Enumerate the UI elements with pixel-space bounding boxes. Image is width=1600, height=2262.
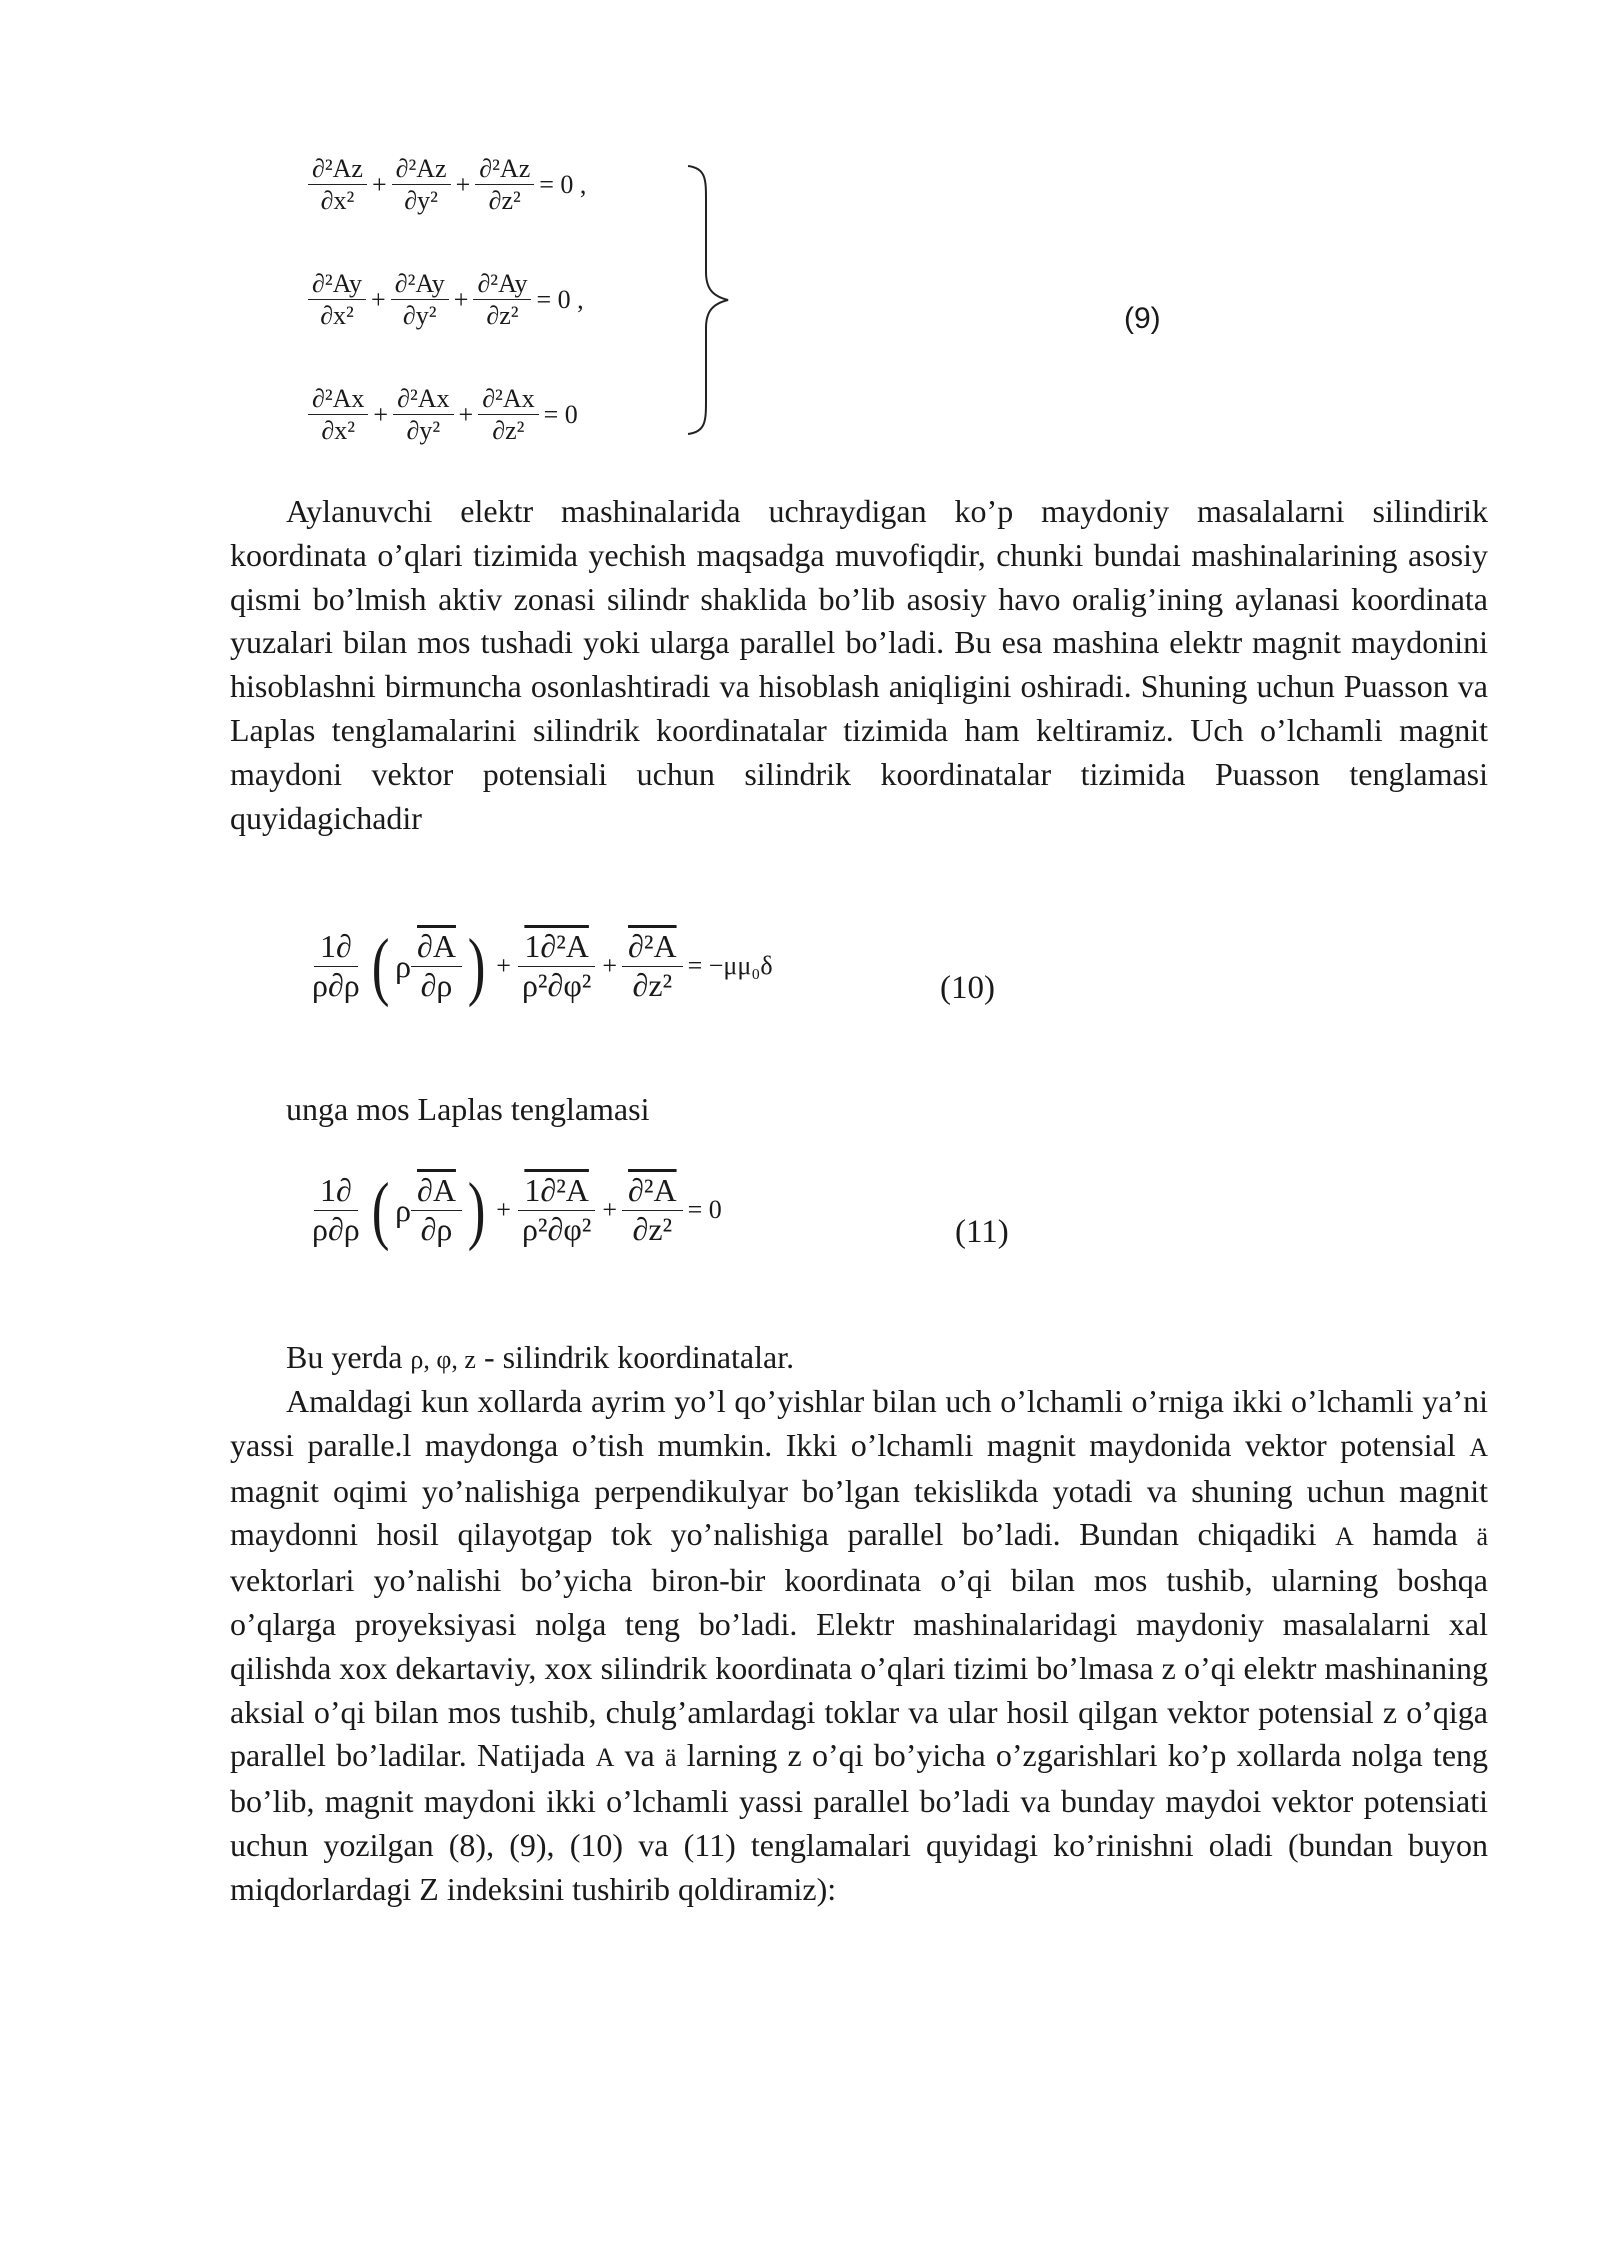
right-brace-icon xyxy=(680,160,740,440)
fraction: $\frac{\partial A}{\partial\rho}$ xyxy=(411,1174,462,1246)
equation-number-10: (10) xyxy=(940,970,995,1006)
right-paren: ) xyxy=(467,1168,486,1252)
equation-10 xyxy=(306,924,778,1008)
equation-9-row-3 xyxy=(308,385,583,445)
equation-rhs: = 0 xyxy=(687,1195,722,1224)
fraction: $\frac{\text{∂²Az}}{\text{∂x²}}$ xyxy=(308,155,367,215)
vector-a-symbol: A xyxy=(595,1743,615,1773)
coordinate-symbols: ρ, φ, z xyxy=(410,1345,476,1374)
plus-sign: + xyxy=(496,1195,511,1224)
fraction: $\frac{\text{1∂²A}}{\text{ρ²∂φ²}}$ xyxy=(516,1174,597,1246)
equation-rhs: = 0 xyxy=(543,399,578,429)
paragraph-3: Bu yerda ρ, φ, z - silindrik koordinatalar. xyxy=(286,1339,795,1375)
left-paren: ( xyxy=(371,1168,390,1252)
fraction: $\frac{\text{∂²A}}{\text{∂z²}}$ xyxy=(622,1174,683,1246)
rho-symbol: ρ xyxy=(395,1191,412,1228)
paragraph-1: Aylanuvchi elektr mashinalarida uchraydigan ko’p maydoniy masalalarni silindirik koordinata o’qlari tizimida yechish maqsadga muvofiqdir, chunki bundai mashinalarining asosiy qismi bo’lmish aktiv zonasi silindr shaklida bo’lib asosiy havo oralig’ining aylanasi koordinata yuzalari bilan mos tushadi yoki ularga parallel bo’ladi. Bu esa mashina elektr magnit maydonini hisoblashni birmuncha osonlashtiradi va hisoblash aniqligini oshiradi. Shuning uchun Puasson va Laplas tenglamalarini silindrik koordinatalar tizimida ham keltiramiz. Uch o’lchamli magnit maydoni vektor potensiali uchun silindrik koordinatalar tizimida Puasson tenglamasi quyidagichadir xyxy=(230,493,1488,836)
equation-number-11: (11) xyxy=(955,1214,1009,1250)
fraction: $\frac{\text{∂²Ax}}{\text{∂y²}}$ xyxy=(393,385,453,445)
plus-sign: + xyxy=(373,399,389,429)
fraction: $\frac{1\partial}{\rho\partial\rho}$ xyxy=(312,1171,360,1247)
equation-number-9: (9) xyxy=(1124,302,1161,335)
vector-delta-symbol: ä xyxy=(664,1743,677,1773)
equation-rhs: = −μμ₀δ xyxy=(687,951,773,980)
vector-a-symbol: A xyxy=(1469,1432,1489,1462)
equation-9-row-1 xyxy=(308,155,591,215)
fraction: $\frac{\text{∂²Ax}}{\text{∂z²}}$ xyxy=(478,385,538,445)
paragraph-4: Amaldagi kun xollarda ayrim yo’l qo’yishlar bilan uch o’lchamli o’rniga ikki o’lchamli ya’ni yassi paralle.l maydonga o’tish mumkin. Ikki o’lchamli magnit maydonida vektor potensial A magnit oqimi yo’nalishiga perpendikulyar bo’lgan tekislikda yotadi va shuning uchun magnit maydonni hosil qilayotgap tok yo’nalishiga parallel bo’ladi. Bundan chiqadiki A hamda ä vektorlari yo’nalishi bo’yicha biron-bir koordinata o’qi bilan mos tushib, ularning boshqa o’qlarga proyeksiyasi nolga teng bo’ladi. Elektr mashinalaridagi maydoniy masalalarni xal qilishda xox dekartaviy, xox silindrik koordinata o’qlari tizimi bo’lmasa z o’qi elektr mashinaning aksial o’qi bilan mos tushib, chulg’amlardagi toklar va ular hosil qilgan vektor potensial z o’qiga parallel bo’ladilar. Natijada A va ä larning z o’qi bo’yicha o’zgarishlari ko’p xollarda nolga teng bo’lib, magnit maydoni ikki o’lchamli yassi parallel bo’ladi va bunday maydoi vektor potensiati uchun yozilgan (8), (9), (10) va (11) tenglamalari quyidagi ko’rinishni oladi (bundan buyon miqdorlardagi Z indeksini tushirib qoldiramiz): xyxy=(230,1383,1489,1907)
fraction: $\frac{\text{∂²Az}}{\text{∂z²}}$ xyxy=(475,155,534,215)
plus-sign: + xyxy=(453,284,469,314)
fraction: $\frac{\text{∂²Ax}}{\text{∂x²}}$ xyxy=(308,385,368,445)
plus-sign: + xyxy=(602,951,618,980)
rho-symbol: ρ xyxy=(395,947,412,984)
plus-sign: + xyxy=(371,169,387,199)
fraction: $\frac{\text{∂²Ay}}{\text{∂y²}}$ xyxy=(391,270,449,330)
fraction: $\frac{\text{∂²A}}{\text{∂z²}}$ xyxy=(622,930,683,1002)
plus-sign: + xyxy=(496,951,511,980)
equation-11 xyxy=(306,1168,727,1252)
vector-delta-symbol: ä xyxy=(1476,1522,1489,1552)
fraction: $\frac{\text{∂²Ay}}{\text{∂x²}}$ xyxy=(308,270,366,330)
vector-a-symbol: A xyxy=(1335,1522,1354,1552)
equation-rhs: = 0 , xyxy=(536,284,584,314)
plus-sign: + xyxy=(602,1195,618,1224)
left-paren: ( xyxy=(371,924,390,1008)
plus-sign: + xyxy=(455,169,471,199)
fraction: $\frac{\text{∂²Az}}{\text{∂y²}}$ xyxy=(392,155,451,215)
plus-sign: + xyxy=(371,284,386,314)
fraction: $\frac{1\partial}{\rho\partial\rho}$ xyxy=(312,927,360,1003)
equation-rhs: = 0 , xyxy=(539,169,587,199)
fraction: $\frac{\text{1∂²A}}{\text{ρ²∂φ²}}$ xyxy=(516,930,597,1002)
paragraph-2: unga mos Laplas tenglamasi xyxy=(286,1091,650,1127)
plus-sign: + xyxy=(458,399,474,429)
right-paren: ) xyxy=(467,924,486,1008)
equation-9-row-2 xyxy=(308,270,589,330)
fraction: $\frac{\partial A}{\partial\rho}$ xyxy=(411,930,462,1002)
fraction: $\frac{\text{∂²Ay}}{\text{∂z²}}$ xyxy=(473,270,531,330)
